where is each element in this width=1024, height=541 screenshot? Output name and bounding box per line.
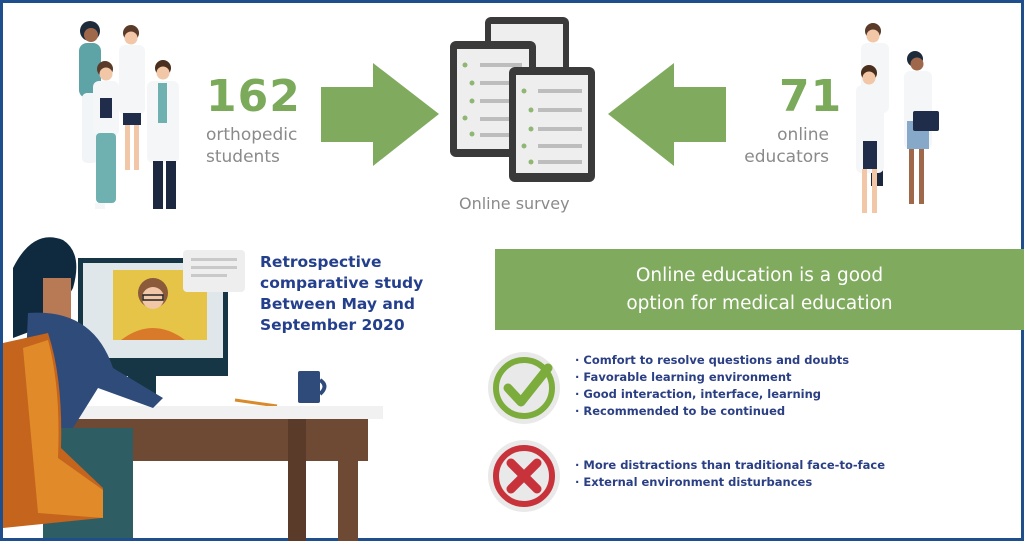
educators-illustration [835, 21, 950, 221]
students-count: 162 [206, 71, 301, 122]
educators-label-line1: online [777, 125, 829, 145]
survey-label: Online survey [459, 194, 570, 213]
x-circle-icon [486, 438, 562, 514]
checkmark-circle-icon [486, 350, 562, 426]
tablet-checklist-icon [450, 17, 600, 182]
conclusion-banner [495, 249, 1024, 330]
study-line-1: Retrospective [260, 253, 382, 271]
positive-item: · Recommended to be continued [575, 403, 849, 420]
arrow-left-icon [608, 63, 726, 166]
educators-count: 71 [779, 71, 843, 122]
conclusion-line-1: Online education is a good [635, 264, 884, 286]
educators-label [737, 124, 829, 168]
negative-item: · External environment disturbances [575, 474, 885, 491]
negative-item: · More distractions than traditional face-to-face [575, 457, 885, 474]
study-description [260, 252, 423, 336]
positive-item: · Favorable learning environment [575, 369, 849, 386]
arrow-right-icon [321, 63, 439, 166]
negatives-list [575, 457, 885, 491]
positives-list [575, 352, 849, 420]
students-label-line2: students [206, 147, 280, 167]
study-line-2: comparative study [260, 274, 424, 292]
study-line-3: Between May and [260, 295, 416, 313]
students-illustration [65, 13, 195, 218]
positive-item: · Good interaction, interface, learning [575, 386, 849, 403]
educators-label-line2: educators [744, 147, 829, 167]
students-label-line1: orthopedic [206, 125, 298, 145]
study-line-4: September 2020 [260, 316, 405, 334]
conclusion-line-2: option for medical education [626, 292, 893, 314]
students-label [206, 124, 297, 168]
positive-item: · Comfort to resolve questions and doubts [575, 352, 849, 369]
